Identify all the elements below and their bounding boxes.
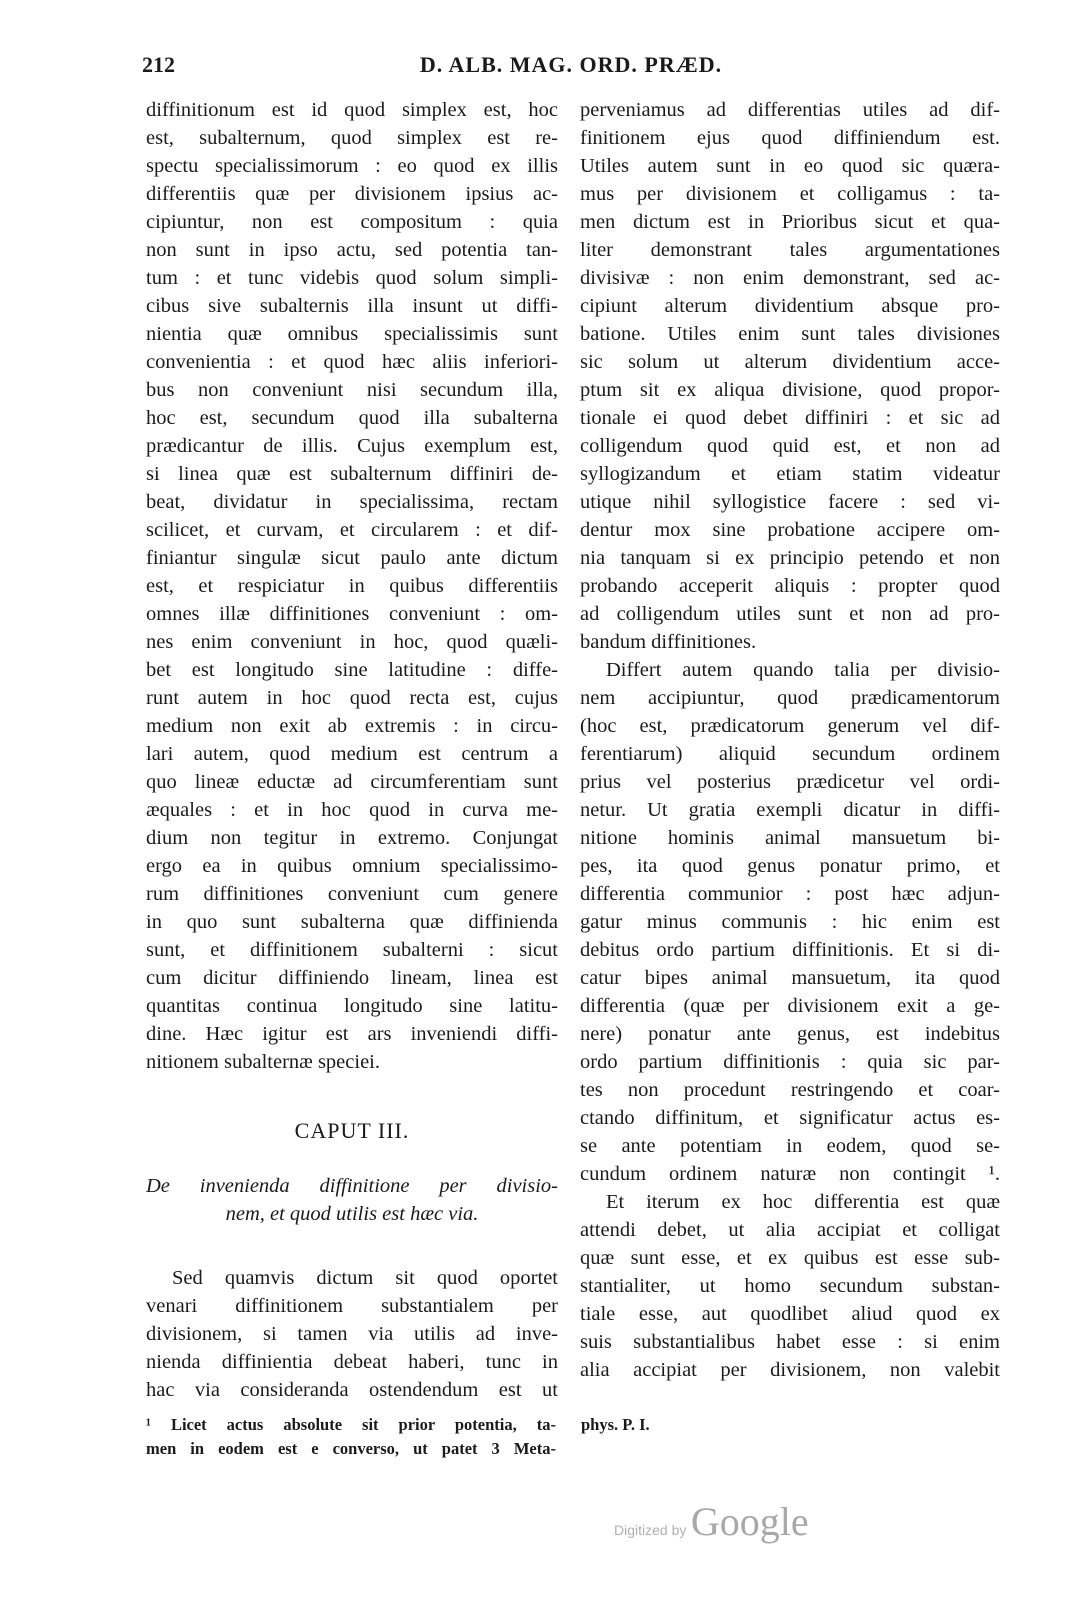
text-line: medium non exit ab extremis : in circu- (146, 715, 558, 737)
text-line: lari autem, quod medium est centrum a (146, 743, 558, 765)
watermark-prefix: Digitized by (614, 1522, 687, 1538)
text-line: ergo ea in quibus omnium specialissimo- (146, 855, 558, 877)
text-line: nitionem subalternæ speciei. (146, 1051, 380, 1073)
text-line: stantialiter, ut homo secundum substan- (580, 1275, 1000, 1297)
text-line: Sed quamvis dictum sit quod oportet (172, 1267, 558, 1289)
text-line: debitus ordo partium diffinitionis. Et si di- (580, 939, 1000, 961)
right-column (580, 96, 1000, 1384)
right-paragraph-1 (580, 96, 1000, 656)
text-line: differentia (quæ per divisionem exit a ge- (580, 995, 1000, 1017)
left-paragraph-2 (146, 1264, 558, 1404)
text-line: ferentiarum) aliquid secundum ordinem (580, 743, 1000, 765)
text-line: attendi debet, ut alia accipiat et colligat (580, 1219, 1000, 1241)
text-line: quantitas continua longitudo sine latitu- (146, 995, 558, 1017)
text-line: runt autem in hoc quod recta est, cujus (146, 687, 558, 709)
digitized-by-google-watermark (614, 1498, 809, 1542)
text-line: Utiles autem sunt in eo quod sic quæra- (580, 155, 1000, 177)
text-line: ad colligendum utiles sunt et non ad pro- (580, 603, 1000, 625)
text-line: ptum sit ex aliqua divisione, quod propor- (580, 379, 1000, 401)
text-line: ctando diffinitum, et significatur actus es- (580, 1107, 1000, 1129)
subtitle-line: nem, et quod utilis est hæc via. (225, 1203, 479, 1225)
text-line: colligendum quod quid est, et non ad (580, 435, 1000, 457)
text-line: suis substantialibus habet esse : si enim (580, 1331, 1000, 1353)
footnote-line: phys. P. I. (581, 1415, 650, 1434)
text-line: tionale ei quod debet diffiniri : et sic ad (580, 407, 1000, 429)
text-line: cipiunt alterum dividentium absque pro- (580, 295, 1000, 317)
text-line: cibus sive subalternis illa insunt ut diffi- (146, 295, 558, 317)
right-paragraph-3 (580, 1188, 1000, 1384)
footnote-right (581, 1413, 981, 1437)
text-line: sunt, et diffinitionem subalterni : sicut (146, 939, 558, 961)
text-line: tes non procedunt restringendo et coar- (580, 1079, 1000, 1101)
text-line: nere) ponatur ante genus, est indebitus (580, 1023, 1000, 1045)
text-line: men dictum est in Prioribus sicut et qua- (580, 211, 1000, 233)
text-line: batione. Utiles enim sunt tales divisiones (580, 323, 1000, 345)
text-line: probando acceperit aliquis : propter quod (580, 575, 1000, 597)
text-line: diffinitionum est id quod simplex est, hoc (146, 99, 558, 121)
text-line: differentia communior : post hæc adjun- (580, 883, 1000, 905)
text-line: hac via consideranda ostendendum est ut (146, 1379, 558, 1401)
text-line: sic solum ut alterum dividentium acce- (580, 351, 1000, 373)
text-line: beat, dividatur in specialissima, rectam (146, 491, 558, 513)
text-line: finiantur singulæ sicut paulo ante dictum (146, 547, 558, 569)
text-line: nientia quæ omnibus specialissimis sunt (146, 323, 558, 345)
left-paragraph-1 (146, 96, 558, 1076)
text-line: prius vel posterius prædicetur vel ordi- (580, 771, 1000, 793)
text-line: bet est longitudo sine latitudine : diffe- (146, 659, 558, 681)
text-line: omnes illæ diffinitiones conveniunt : om- (146, 603, 558, 625)
text-line: nitione hominis animal mansuetum bi- (580, 827, 1000, 849)
text-line: dine. Hæc igitur est ars inveniendi diffi- (146, 1023, 558, 1045)
text-line: (hoc est, prædicatorum generum vel dif- (580, 715, 1000, 737)
text-line: æquales : et in hoc quod in curva me- (146, 799, 558, 821)
text-line: hoc est, secundum quod illa subalterna (146, 407, 558, 429)
running-head: D. ALB. MAG. ORD. PRÆD. (419, 52, 723, 77)
page-header (142, 52, 1000, 86)
right-paragraph-2 (580, 656, 1000, 1188)
text-line: quo lineæ eductæ ad circumferentiam sunt (146, 771, 558, 793)
text-line: bus non conveniunt nisi secundum illa, (146, 379, 558, 401)
text-line: Differt autem quando talia per divisio- (606, 659, 1000, 681)
text-line: bandum diffinitiones. (580, 631, 757, 653)
text-line: cundum ordinem naturæ non contingit ¹. (580, 1163, 1000, 1185)
footnote-line: ¹ Licet actus absolute sit prior potentia, ta- (146, 1415, 556, 1434)
text-line: quæ sunt esse, et ex quibus est esse sub- (580, 1247, 1000, 1269)
text-line: pes, ita quod genus ponatur primo, et (580, 855, 1000, 877)
text-line: netur. Ut gratia exempli dicatur in diffi- (580, 799, 1000, 821)
chapter-heading: CAPUT III. (294, 1118, 410, 1143)
text-line: catur bipes animal mansuetum, ita quod (580, 967, 1000, 989)
text-line: mus per divisionem et colligamus : ta- (580, 183, 1000, 205)
text-line: finitionem ejus quod diffiniendum est. (580, 127, 1000, 149)
text-line: prædicantur de illis. Cujus exemplum est, (146, 435, 558, 457)
text-line: si linea quæ est subalternum diffiniri de- (146, 463, 558, 485)
text-line: cum dicitur diffiniendo lineam, linea est (146, 967, 558, 989)
text-line: nienda diffinientia debeat haberi, tunc in (146, 1351, 558, 1373)
text-line: dentur mox sine probatione accipere om- (580, 519, 1000, 541)
text-line: venari diffinitionem substantialem per (146, 1295, 558, 1317)
footnote-left (146, 1413, 556, 1461)
footnote-line: men in eodem est e converso, ut patet 3 Meta- (146, 1439, 556, 1458)
text-line: nes enim conveniunt in hoc, quod quæli- (146, 631, 558, 653)
text-line: tum : et tunc videbis quod solum simpli- (146, 267, 558, 289)
text-line: non sunt in ipso actu, sed potentia tan- (146, 239, 558, 261)
page-number: 212 (142, 52, 175, 77)
text-line: dium non tegitur in extremo. Conjungat (146, 827, 558, 849)
text-line: scilicet, et curvam, et circularem : et dif- (146, 519, 558, 541)
text-line: perveniamus ad differentias utiles ad dif- (580, 99, 1000, 121)
left-column (146, 96, 558, 1404)
text-line: liter demonstrant tales argumentationes (580, 239, 1000, 261)
text-line: divisionem, si tamen via utilis ad inve- (146, 1323, 558, 1345)
text-line: in quo sunt subalterna quæ diffinienda (146, 911, 558, 933)
text-line: divisivæ : non enim demonstrant, sed ac- (580, 267, 1000, 289)
text-line: convenientia : et quod hæc aliis inferiori- (146, 351, 558, 373)
text-line: spectu specialissimorum : eo quod ex illis (146, 155, 558, 177)
text-line: nia tanquam si ex principio petendo et non (580, 547, 1000, 569)
text-line: se ante potentiam in eodem, quod se- (580, 1135, 1000, 1157)
google-logo: Google (690, 1499, 809, 1544)
text-line: differentiis quæ per divisionem ipsius ac- (146, 183, 558, 205)
text-line: tiale esse, aut quodlibet aliud quod ex (580, 1303, 1000, 1325)
text-line: rum diffinitiones conveniunt cum genere (146, 883, 558, 905)
text-line: alia accipiat per divisionem, non valebit (580, 1359, 1000, 1381)
text-line: gatur minus communis : hic enim est (580, 911, 1000, 933)
text-line: nem accipiuntur, quod prædicamentorum (580, 687, 1000, 709)
text-line: est, et respiciatur in quibus differentiis (146, 575, 558, 597)
text-line: syllogizandum et etiam statim videatur (580, 463, 1000, 485)
subtitle-line: De invenienda diffinitione per divisio- (146, 1175, 558, 1197)
text-line: utique nihil syllogistice facere : sed vi- (580, 491, 1000, 513)
chapter-subtitle (146, 1172, 558, 1228)
text-line: ordo partium diffinitionis : quia sic par- (580, 1051, 1000, 1073)
text-line: est, subalternum, quod simplex est re- (146, 127, 558, 149)
text-line: cipiuntur, non est compositum : quia (146, 211, 558, 233)
text-line: Et iterum ex hoc differentia est quæ (606, 1191, 1000, 1213)
